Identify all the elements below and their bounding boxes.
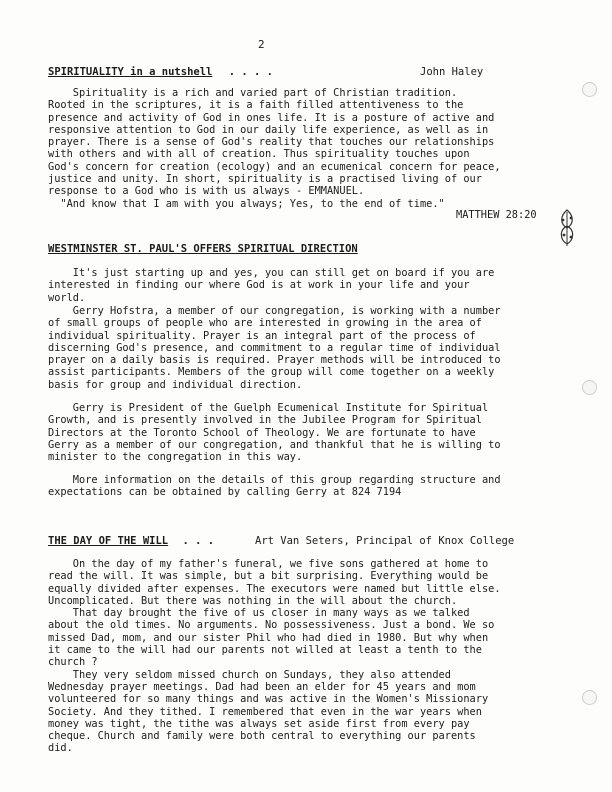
text-line: On the day of my father's funeral, we five sons gathered at home to [48,558,489,570]
text-line: Society. And they tithed. I remembered that even in the war years when [48,705,482,718]
section2-paragraph-2 [48,305,578,391]
page-number: 2 [258,38,265,51]
text-line: assist participants. Members of the group will come together on a weekly [48,366,495,379]
text-line: read the will. It was simple, but a bit surprising. Everything would be [48,570,489,583]
text-line: discerning God's presence, and commitment to a regular time of individual [48,341,501,354]
text-line: equally divided after expenses. The executors were named but little else. [48,582,501,595]
text-line: money was tight, the tithe was always set aside first from every pay [48,717,470,730]
text-line: cheque. Church and family were both central to everything our parents [48,730,476,743]
section3-dots: . . . [182,535,215,547]
text-line: it came to the will had our parents not willed at least a tenth to the [48,644,482,657]
text-line: with others and with all of creation. Thus spirituality touches upon [48,148,470,161]
text-line: prayer. There is a sense of God's reality that touches our relationships [48,136,495,149]
text-line: They very seldom missed church on Sundays, they also attended [48,668,451,681]
text-line: did. [48,742,73,755]
text-line: basis for group and individual direction. [48,378,303,391]
binder-hole-middle [582,380,597,395]
text-line: individual spirituality. Prayer is an integral part of the process of [48,329,476,342]
text-line: of small groups of people who are interested in growing in the area of [48,317,482,330]
section3-title: THE DAY OF THE WILL [48,535,169,547]
section1-reference: MATTHEW 28:20 [456,209,537,221]
text-line: world. [48,291,86,304]
binder-hole-bottom [582,690,597,705]
text-line: about the old times. No arguments. No possessiveness. Just a bond. We so [48,619,495,632]
section2-heading [48,243,358,255]
section3-body [48,558,578,755]
section1-title: SPIRITUALITY in a nutshell [48,66,213,78]
text-line: prayer on a daily basis is required. Prayer methods will be introduced to [48,354,501,367]
section1-author: John Haley [420,66,484,78]
text-line: expectations can be obtained by calling Gerry at 824 7194 [48,486,402,499]
text-line: interested in finding our where God is at work in your life and your [48,279,470,292]
text-line: "And know that I am with you always; Yes, to the end of time." [48,197,445,210]
section3-heading [48,535,214,547]
section2-paragraph-3 [48,402,578,463]
text-line: minister to the congregation in this way. [48,451,303,464]
text-line: Gerry is President of the Guelph Ecumenical Institute for Spiritual [48,402,489,414]
section1-heading [48,66,273,78]
text-line: Spirituality is a rich and varied part of Christian tradition. [48,87,458,99]
text-line: Rooted in the scriptures, it is a faith filled attentiveness to the [48,99,464,112]
section2-title: WESTMINSTER ST. PAUL'S OFFERS SPIRITUAL DIRECTION [48,243,358,255]
binder-hole-top [582,82,597,97]
section3-author: Art Van Seters, Principal of Knox College [255,535,515,547]
text-line: Uncomplicated. But there was nothing in the will about the church. [48,594,458,607]
text-line: God's concern for creation (ecology) and an ecumenical concern for peace, [48,160,501,173]
text-line: Gerry Hofstra, a member of our congregation, is working with a number [48,305,501,317]
section1-body [48,87,578,210]
text-line: More information on the details of this group regarding structure and [48,474,501,486]
text-line: volunteered for so many things and was active in the Women's Missionary [48,693,489,706]
section2-paragraph-1 [48,267,578,304]
text-line: responsive attention to God in our daily life experience, as well as in [48,123,489,136]
text-line: justice and unity. In short, spirituality is a practised living of our [48,173,482,186]
section1-dots: . . . . [228,66,273,78]
text-line: response to a God who is with us always - EMMANUEL. [48,185,365,198]
text-line: church ? [48,656,98,669]
text-line: That day brought the five of us closer in many ways as we talked [48,607,470,620]
leaf-ornament-icon [556,208,578,248]
text-line: Growth, and is presently involved in the Jubilee Program for Spiritual [48,414,482,427]
text-line: Directors at the Toronto School of Theology. We are fortunate to have [48,426,476,439]
section2-paragraph-4 [48,474,578,499]
text-line: Wednesday prayer meetings. Dad had been an elder for 45 years and mom [48,680,476,693]
text-line: presence and activity of God in ones life. It is a posture of active and [48,111,495,124]
text-line: Gerry as a member of our congregation, and thankful that he is willing to [48,438,501,451]
text-line: missed Dad, mom, and our sister Phil who had died in 1980. But why when [48,631,489,644]
text-line: It's just starting up and yes, you can still get on board if you are [48,267,495,279]
